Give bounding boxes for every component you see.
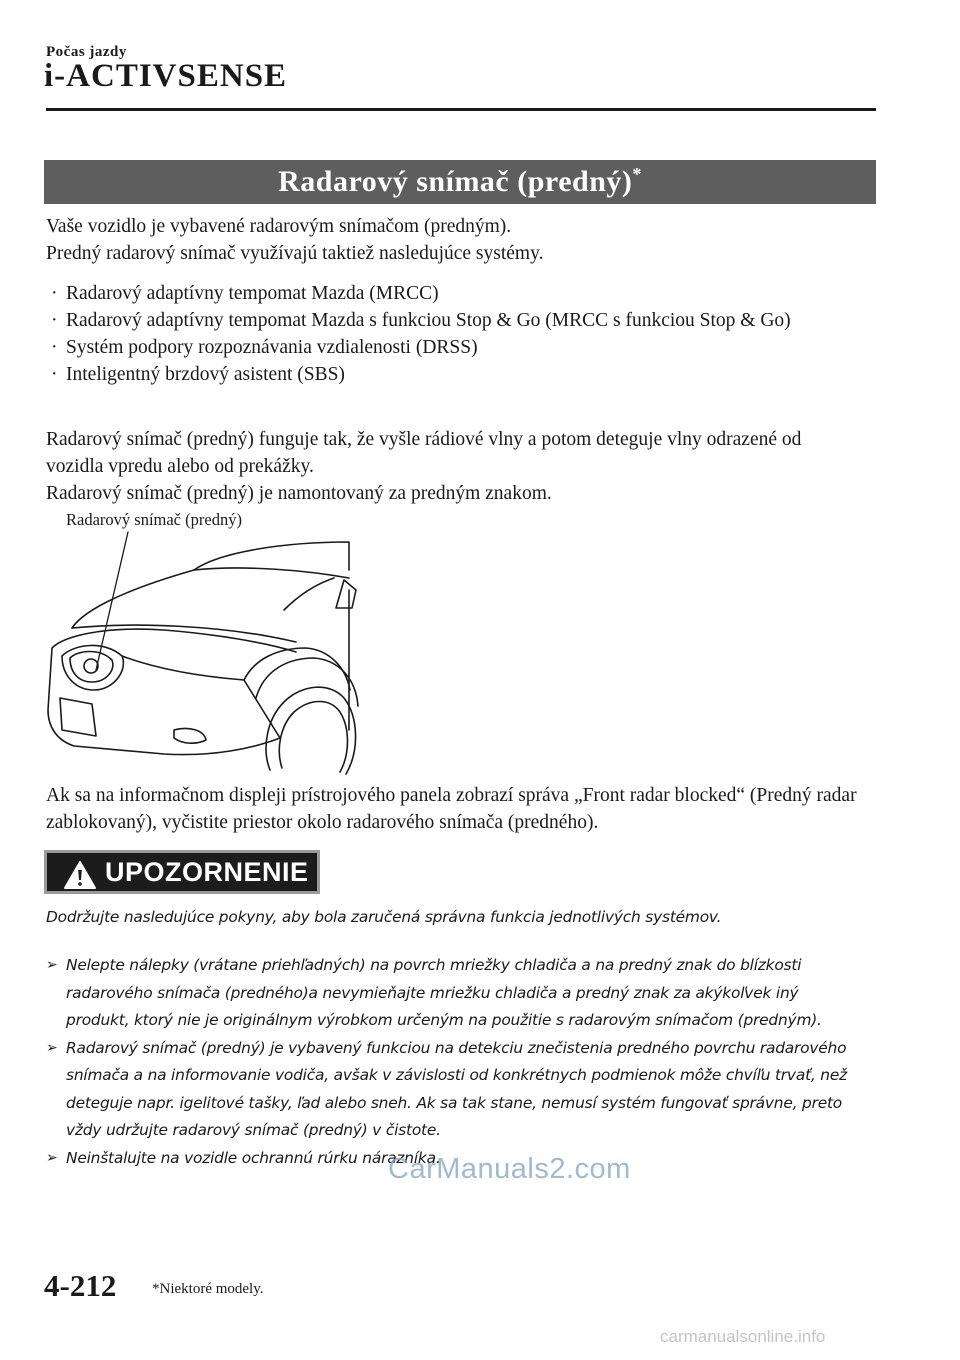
bullet-dot: · [51,337,58,358]
caution-item [46,1035,878,1145]
bullet-dot: · [51,364,58,385]
section-title: i-ACTIVSENSE [44,58,288,94]
caution-banner [44,850,320,894]
systems-list [46,280,876,388]
section-subtitle: Počas jazdy [46,44,127,60]
list-item [46,361,876,388]
list-item [46,334,876,361]
intro-paragraph [46,213,876,267]
warning-triangle-icon [63,860,97,890]
figure-callout-label: Radarový snímač (predný) [66,510,242,529]
list-item-text: Radarový adaptívny tempomat Mazda s funkciou Stop & Go (MRCC s funkciou Stop & Go) [66,310,791,331]
message-paragraph: Ak sa na informačnom displeji prístrojového panela zobrazí správa „Front radar blocked“ (Predný radar zablokovaný), vyčistite priestor okolo radarového snímača (predného). [46,785,857,833]
list-item-text: Systém podpory rozpoznávania vzdialenosti (DRSS) [66,337,478,358]
list-item-text: Inteligentný brzdový asistent (SBS) [66,364,345,385]
caution-item-text: Neinštalujte na vozidle ochrannú rúrku nárazníka. [66,1148,441,1167]
site-watermark: carmanualsonline.info [660,1327,826,1346]
watermark: CarManuals2.com [388,1153,631,1185]
caution-intro: Dodržujte nasledujúce pokyny, aby bola zaručená správna funkcia jednotlivých systémov. [46,908,722,926]
car-front-illustration [44,530,364,780]
caution-item-text: Nelepte nálepky (vrátane priehľadných) na povrch mriežky chladiča a na predný znak do blízkosti radarového snímača (predného)a nevymieňajte mriežku chladiča a predný znak za akýkoľvek iný produkt, ktorý nie je originálnym výrobkom určeným na použitie s radarovým snímačom (predným). [66,956,822,1029]
arrow-bullet-icon: ➢ [46,957,58,973]
description-line-2: Radarový snímač (predný) je namontovaný za predným znakom. [46,483,552,504]
header-rule [46,108,876,111]
list-item-text: Radarový adaptívny tempomat Mazda (MRCC) [66,283,439,304]
topic-title: Radarový snímač (predný) [278,165,633,198]
topic-title-asterisk: * [632,164,642,184]
caution-list [46,952,876,1172]
arrow-bullet-icon: ➢ [46,1149,58,1166]
page-number: 4-212 [44,1268,117,1303]
footnote: *Niektoré modely. [152,1281,264,1297]
topic-title-band [44,160,876,204]
bullet-dot: · [51,310,58,331]
description-paragraph [46,426,806,507]
intro-line-2: Predný radarový snímač využívajú taktiež nasledujúce systémy. [46,243,544,264]
description-line-1: Radarový snímač (predný) funguje tak, že vyšle rádiové vlny a potom deteguje vlny odrazené od vozidla vpredu alebo od prekážky. [46,429,802,477]
caution-item [46,952,866,1035]
caution-item-text: Radarový snímač (predný) je vybavený funkciou na detekciu znečistenia predného povrchu radarového snímača a na informovanie vodiča, avšak v závislosti od konkrétnych podmienok môže chvíľu trvať, než deteguje napr. igelitové tašky, ľad alebo sneh. Ak sa tak stane, nemusí systém fungovať správne, preto vždy udržujte radarový snímač (predný) v čistote. [66,1038,847,1139]
list-item [46,280,876,307]
arrow-bullet-icon: ➢ [46,1039,58,1056]
bullet-dot: · [51,283,58,304]
intro-line-1: Vaše vozidlo je vybavené radarovým snímačom (predným). [46,216,512,237]
list-item [46,307,806,334]
caution-label: UPOZORNENIE [105,857,309,887]
